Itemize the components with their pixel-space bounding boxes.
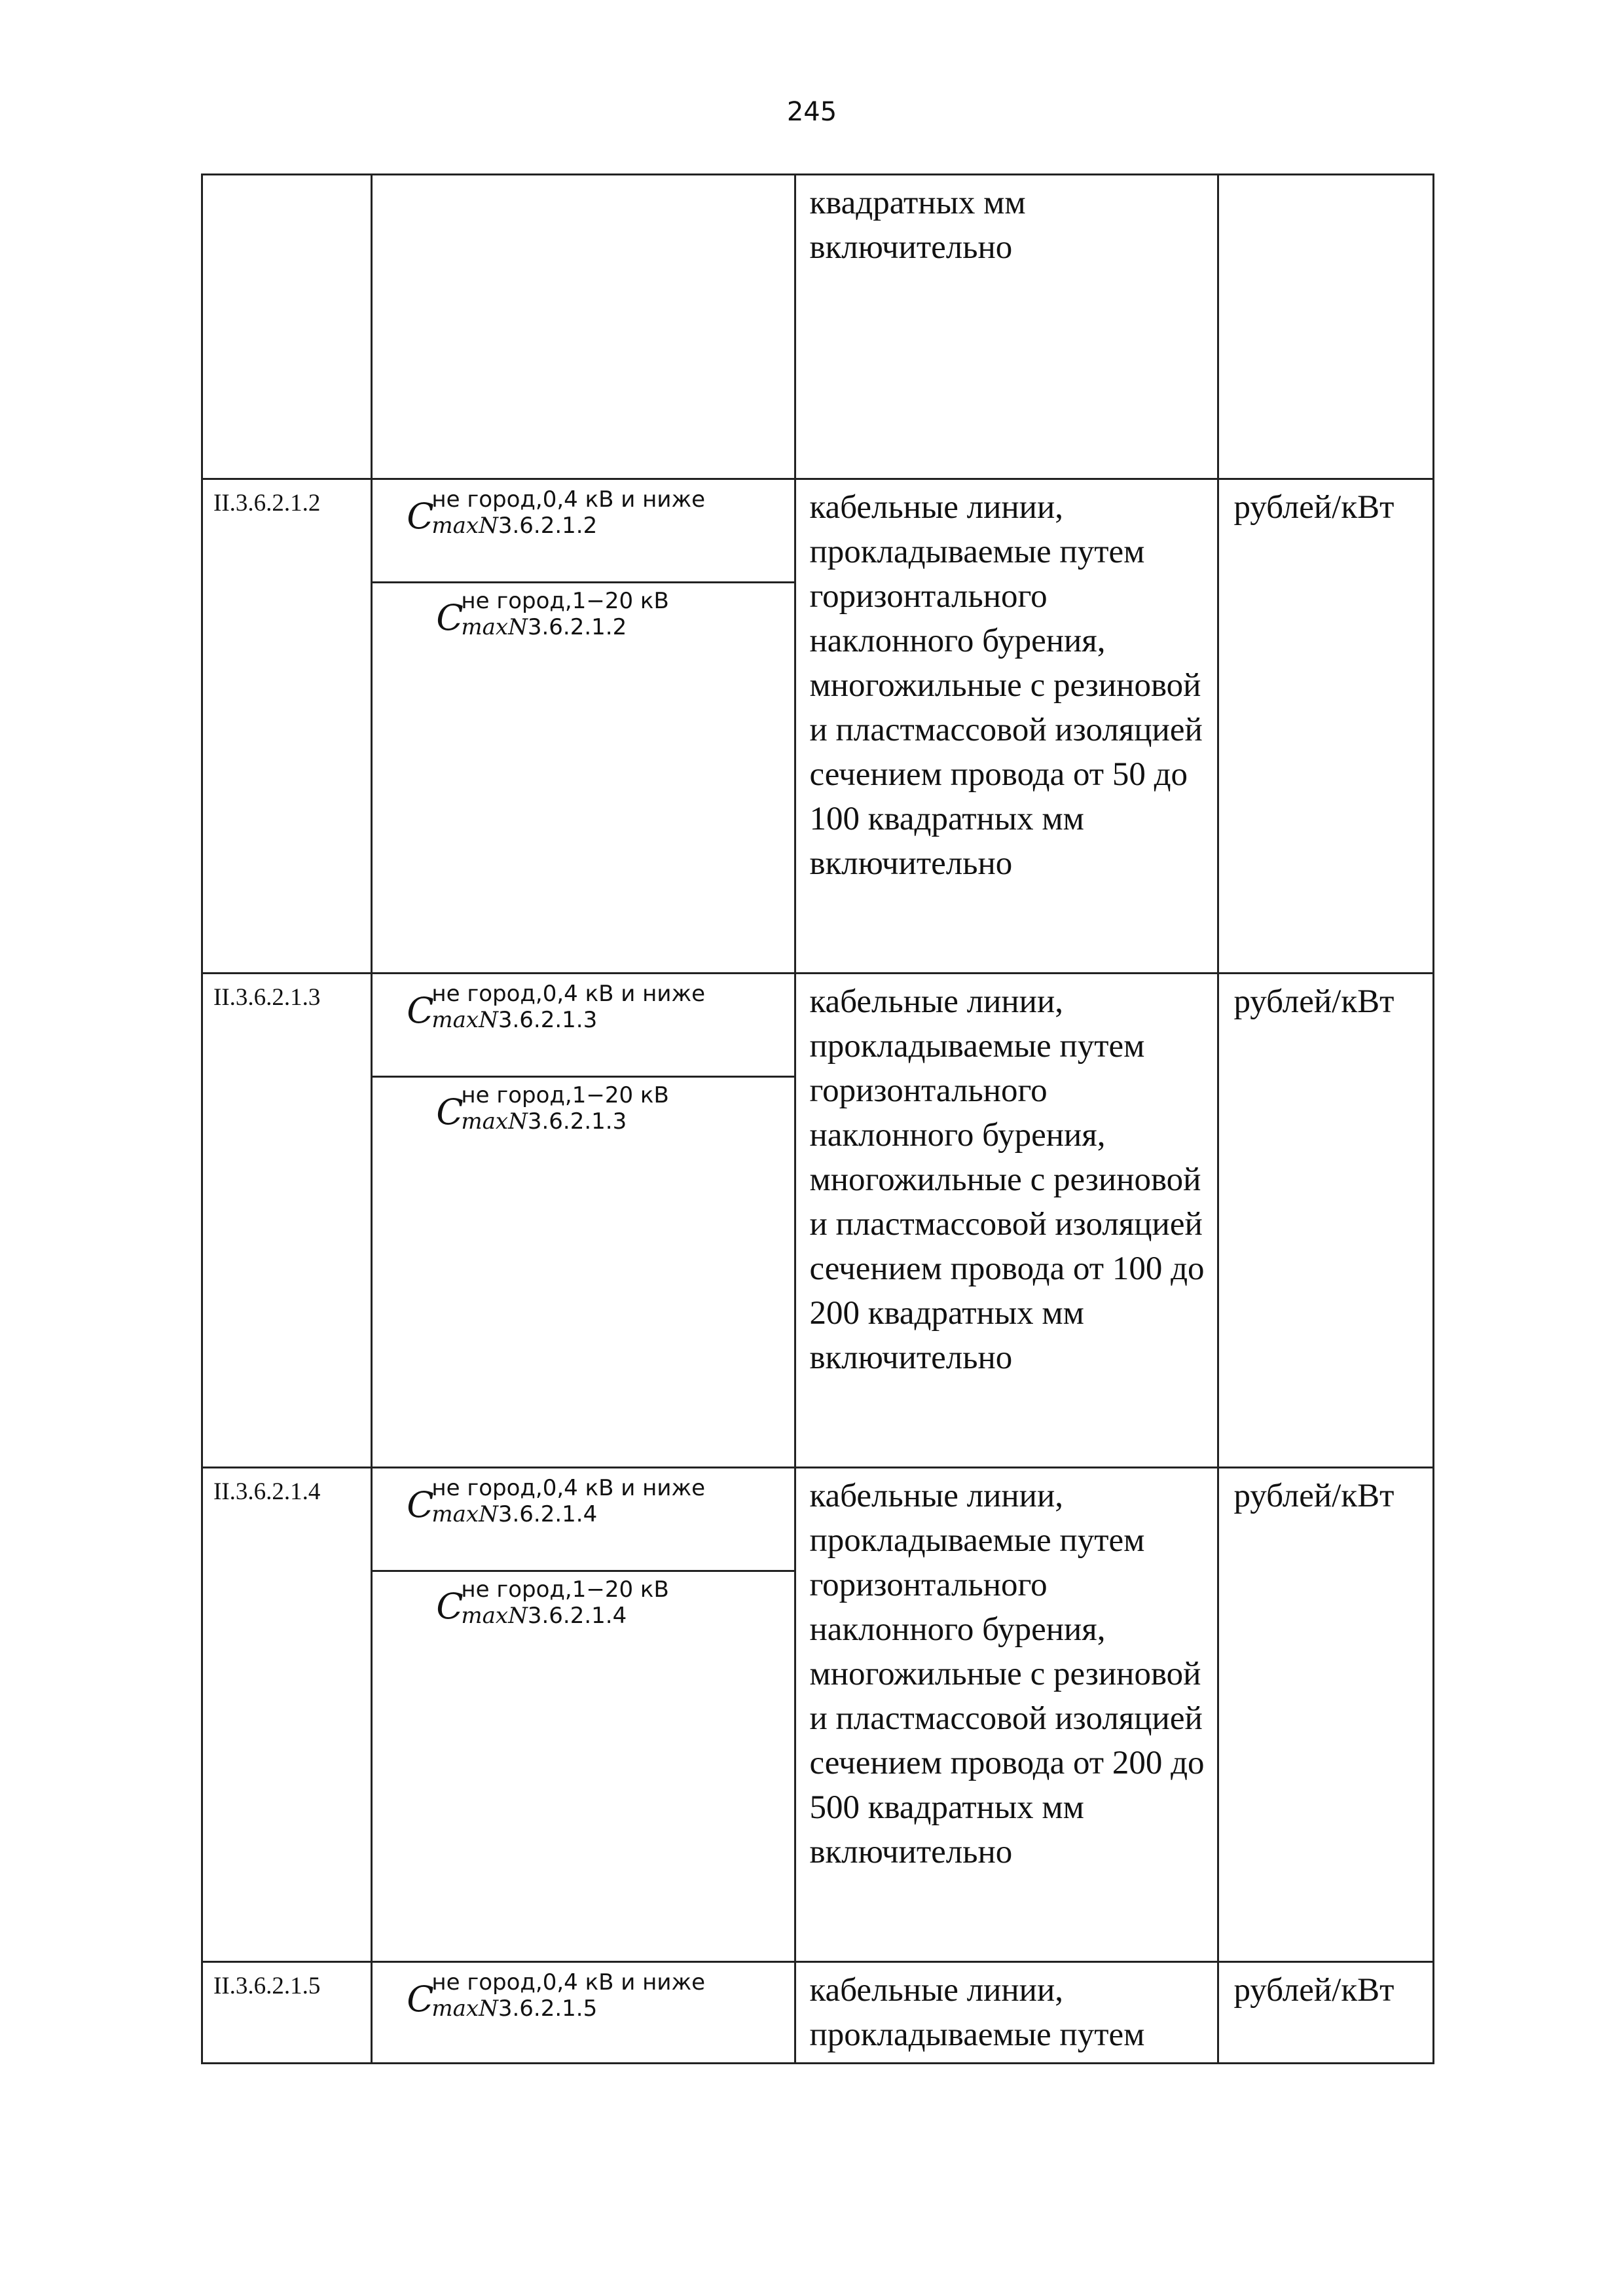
code-cell: II.3.6.2.1.5 [202,1962,372,2064]
unit-cell: рублей/кВт [1218,479,1434,974]
formula-cell: C не город,0,4 кВ и ниже maxN3.6.2.1.2 C не город,1−20 кВ maxN3.6.2.1.2 [372,479,795,974]
unit-cell: рублей/кВт [1218,1468,1434,1962]
code-cell: II.3.6.2.1.2 [202,479,372,974]
unit-cell [1218,175,1434,479]
formula-cell: C не город,0,4 кВ и ниже maxN3.6.2.1.5 [372,1962,795,2064]
description-cell: кабельные линии, прокладываемые путем [795,1962,1218,2064]
tariff-table [201,173,1434,2064]
table-row [202,1962,1434,2064]
unit-cell: рублей/кВт [1218,1962,1434,2064]
formula-divider [373,1570,795,1572]
formula-cell [372,175,795,479]
code-cell [202,175,372,479]
formula-divider [373,581,795,583]
table-row [202,1468,1434,1962]
description-cell: кабельные линии, прокладываемые путем горизонтального наклонного бурения, многожильные с резиновой и пластмассовой изоляцией сечением провода от 200 до 500 квадратных мм включительно [795,1468,1218,1962]
table-row [202,479,1434,974]
code-cell: II.3.6.2.1.4 [202,1468,372,1962]
table-row-continuation [202,175,1434,479]
description-cell: кабельные линии, прокладываемые путем горизонтального наклонного бурения, многожильные с резиновой и пластмассовой изоляцией сечением провода от 50 до 100 квадратных мм включительно [795,479,1218,974]
formula-divider [373,1076,795,1078]
table-row [202,974,1434,1468]
description-cell: кабельные линии, прокладываемые путем горизонтального наклонного бурения, многожильные с резиновой и пластмассовой изоляцией сечением провода от 100 до 200 квадратных мм включительно [795,974,1218,1468]
formula-cell: C не город,0,4 кВ и ниже maxN3.6.2.1.4 C не город,1−20 кВ maxN3.6.2.1.4 [372,1468,795,1962]
code-cell: II.3.6.2.1.3 [202,974,372,1468]
formula-cell: C не город,0,4 кВ и ниже maxN3.6.2.1.3 C не город,1−20 кВ maxN3.6.2.1.3 [372,974,795,1468]
description-cell: квадратных мм включительно [795,175,1218,479]
unit-cell: рублей/кВт [1218,974,1434,1468]
page-number: 245 [786,97,837,127]
